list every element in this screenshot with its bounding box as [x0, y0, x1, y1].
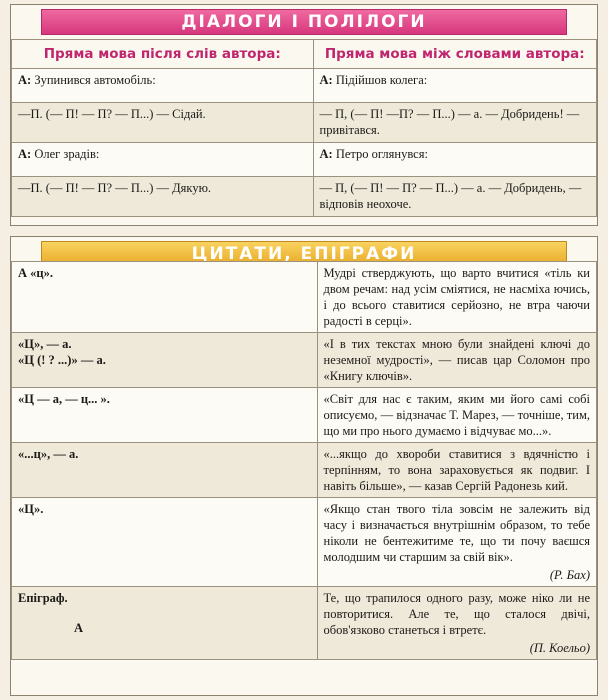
scheme-cell: «Ц».: [12, 498, 318, 587]
scheme-cell: [12, 587, 318, 660]
scheme-line: «Ц», — а.: [18, 337, 72, 351]
table-row: [12, 103, 597, 143]
table-row: [12, 443, 597, 498]
table-row: [12, 69, 597, 103]
scheme-cell: «...ц», — а.: [12, 443, 318, 498]
cell-text: —П. (— П! — П? — П...) — Дякую.: [18, 181, 212, 195]
cell-text: —П. (— П! — П? — П...) — Сідай.: [18, 107, 206, 121]
scheme-line: А: [74, 621, 84, 635]
cell-text: Підійшов колега:: [332, 73, 428, 87]
quotes-panel: [10, 236, 598, 696]
dialogs-table: [11, 39, 597, 217]
example-cell: [317, 587, 597, 660]
dialogs-col2-header: Пряма мова між словами автора:: [313, 40, 597, 69]
quote-text: «Якщо стан твого тіла зовсім не залежить від часу і визначається внутрішнім образом, то тебе ніколи не бентежитиме те, що ти почу ваєшся молодшим чи старшим за свій вік».: [323, 502, 590, 564]
cell-text: — П, (— П! —П? — П...) — а. — Добридень! — привітався.: [319, 107, 580, 137]
table-cell: [12, 69, 314, 103]
table-row: [12, 177, 597, 217]
speaker-label: А:: [18, 147, 32, 161]
quotes-banner: ЦИТАТИ, ЕПІГРАФИ: [41, 241, 567, 267]
speaker-label: А:: [18, 73, 32, 87]
dialogs-col1-header: Пряма мова після слів автора:: [12, 40, 314, 69]
scheme-line: «Ц (! ? ...)» — а.: [18, 353, 106, 367]
speaker-label: А:: [319, 147, 333, 161]
table-row: [12, 262, 597, 333]
table-cell: [313, 143, 597, 177]
example-cell: [317, 498, 597, 587]
cell-text: Зупинився автомобіль:: [31, 73, 156, 87]
cell-text: Олег зрадів:: [31, 147, 100, 161]
table-cell: [313, 177, 597, 217]
table-cell: [313, 69, 597, 103]
table-cell: [12, 177, 314, 217]
scheme-cell: А «ц».: [12, 262, 318, 333]
dialogs-banner: ДІАЛОГИ І ПОЛІЛОГИ: [41, 9, 567, 35]
scheme-line: Епіграф.: [18, 591, 68, 605]
table-row: [12, 498, 597, 587]
dialogs-panel: [10, 4, 598, 226]
quote-author: (П. Коельо): [529, 641, 590, 655]
table-row: [12, 587, 597, 660]
speaker-label: А:: [319, 73, 333, 87]
table-row: [12, 333, 597, 388]
table-cell: [313, 103, 597, 143]
example-cell: «...якщо до хвороби ставитися з вдячністю і терпінням, то вона зараховується як подвиг. І навіть більше», — казав Сергій Радонезь кий.: [317, 443, 597, 498]
example-cell: «І в тих текстах мною були знайдені ключі до неземної мудрості», — писав цар Соломон про «Книгу ключів».: [317, 333, 597, 388]
scheme-cell: «Ц — а, — ц... ».: [12, 388, 318, 443]
cell-text: Петро оглянувся:: [332, 147, 428, 161]
table-cell: [12, 103, 314, 143]
table-row: [12, 388, 597, 443]
table-cell: [12, 143, 314, 177]
table-row: [12, 143, 597, 177]
quote-author: (Р. Бах): [549, 568, 590, 582]
quote-text: Те, що трапилося одного разу, може ніко ли не повторитися. Але те, що сталося двічі, обов'язково станеться і втретє.: [323, 591, 590, 637]
quotes-table: [11, 261, 597, 660]
example-cell: «Світ для нас є таким, яким ми його самі собі описуємо, — відзначає Т. Марез, — точніше, тим, що ми про нього думаємо і відчуває мо...».: [317, 388, 597, 443]
example-cell: Мудрі стверджують, що варто вчитися «тіль ки двом речам: над усім сміятися, не насміха ючись, і до всього ставитися серйозно, не втра чаючи радості в серці».: [317, 262, 597, 333]
scheme-cell: [12, 333, 318, 388]
cell-text: — П, (— П! — П? — П...) — а. — Добридень, — відповів неохоче.: [319, 181, 582, 211]
